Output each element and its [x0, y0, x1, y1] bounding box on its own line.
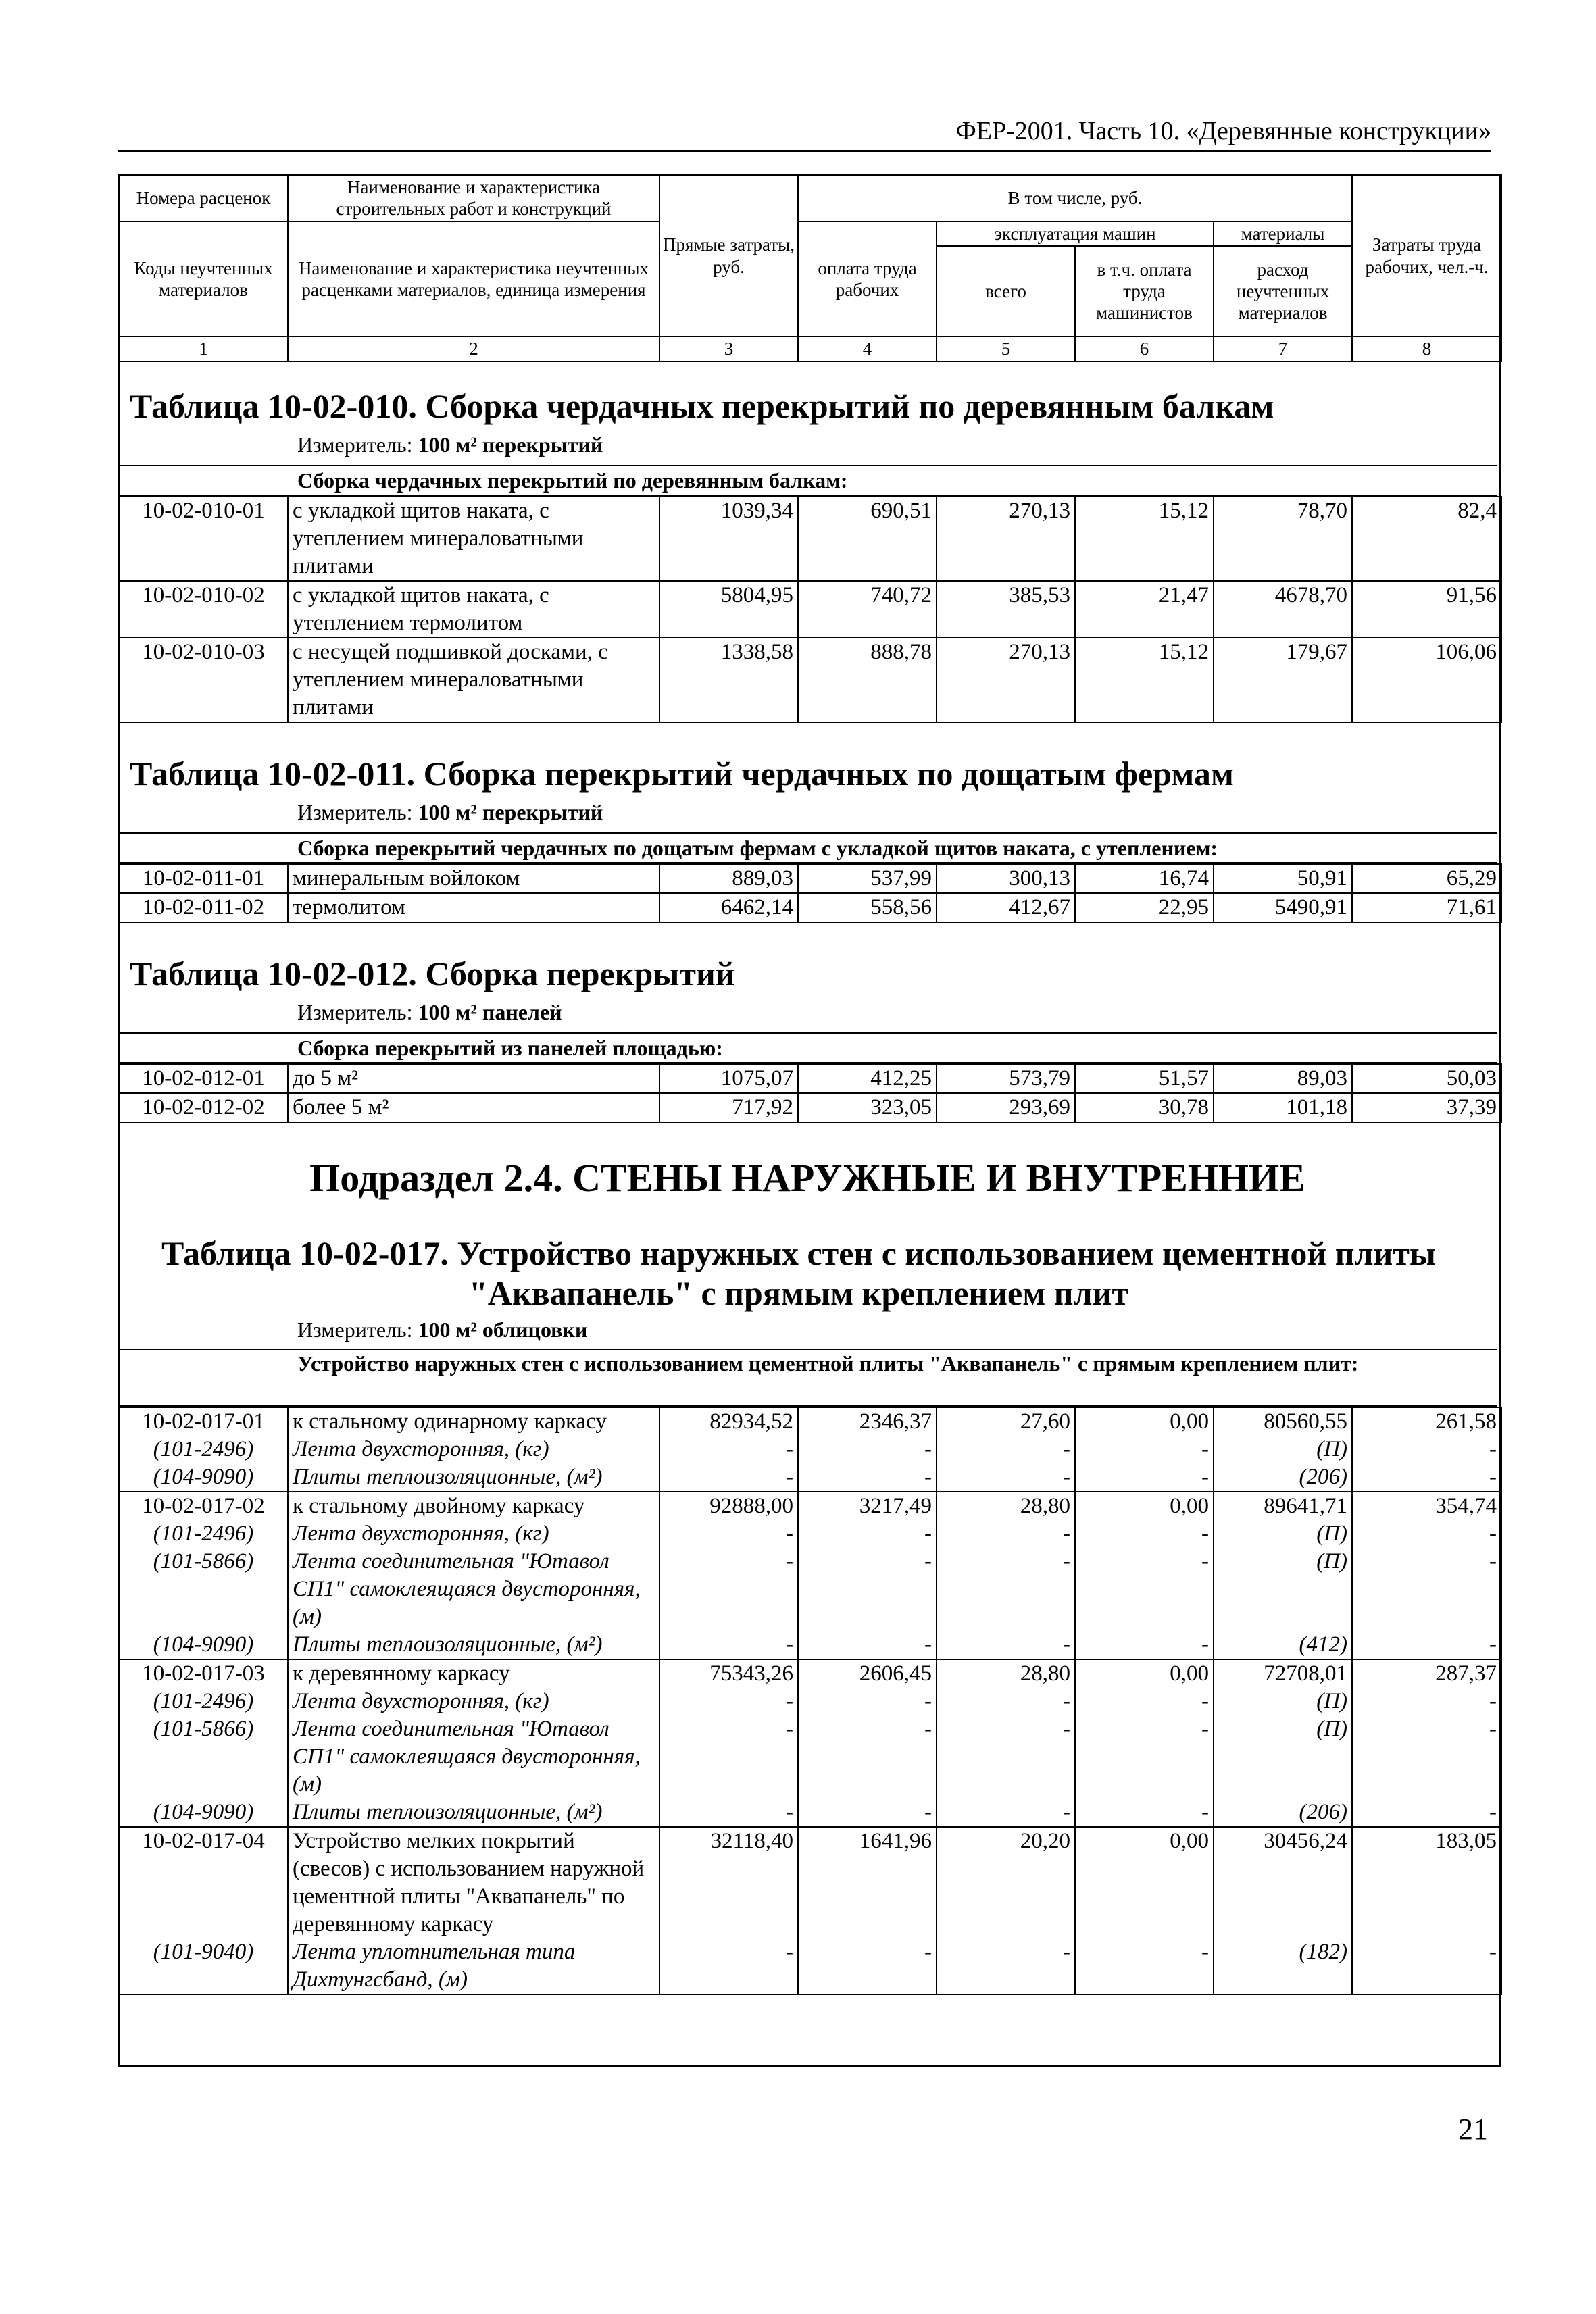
materials: (П) [1214, 1548, 1352, 1631]
col-num-5: 5 [937, 336, 1075, 361]
materials: 30456,24 [1214, 1827, 1352, 1938]
header-material-codes: Коды неучтенных материалов [119, 222, 288, 336]
labor-hours: - [1352, 1938, 1501, 1994]
col-num-1: 1 [119, 336, 288, 361]
header-materials: материалы [1214, 222, 1352, 246]
rate-name: к стальному одинарному каркасу [288, 1407, 659, 1436]
table-row [119, 581, 1501, 638]
machines-total: 270,13 [937, 497, 1075, 581]
column-header-table [118, 174, 1502, 362]
direct-costs: 5804,95 [659, 581, 798, 638]
material-name: Лента уплотнительная типа Дихтунгсбанд, (м) [288, 1938, 659, 1994]
rate-code: 10-02-010-01 [119, 497, 288, 581]
direct-costs: - [659, 1520, 798, 1548]
machinist-pay: 0,00 [1075, 1492, 1214, 1520]
direct-costs: - [659, 1631, 798, 1659]
rate-name: с укладкой щитов наката, с утеплением термолитом [288, 581, 659, 638]
materials: 179,67 [1214, 638, 1352, 722]
machines-total: 385,53 [937, 581, 1075, 638]
labor-pay: 537,99 [798, 864, 937, 893]
materials: 101,18 [1214, 1093, 1352, 1122]
labor-hours: 261,58 [1352, 1407, 1501, 1436]
material-code: (101-5866) [119, 1715, 288, 1799]
table-010 [118, 496, 1502, 723]
material-row [119, 1631, 1501, 1659]
machines-total: 270,13 [937, 638, 1075, 722]
material-row [119, 1938, 1501, 1994]
machines-total: - [937, 1631, 1075, 1659]
header-work-name: Наименование и характеристика строительных работ и конструкций [288, 175, 659, 222]
machines-total: 27,60 [937, 1407, 1075, 1436]
direct-costs: 889,03 [659, 864, 798, 893]
machines-total: 573,79 [937, 1064, 1075, 1093]
direct-costs: - [659, 1463, 798, 1492]
machinist-pay: 16,74 [1075, 864, 1214, 893]
rate-name: с несущей подшивкой досками, с утеплением минераловатными плитами [288, 638, 659, 722]
material-row [119, 1548, 1501, 1631]
labor-pay: 2606,45 [798, 1659, 937, 1688]
header-machines-total: всего [937, 246, 1075, 336]
machines-total: 293,69 [937, 1093, 1075, 1122]
labor-pay: - [798, 1799, 937, 1827]
header-material-name: Наименование и характеристика неучтенных расценками материалов, единица измерения [288, 222, 659, 336]
machinist-pay: 15,12 [1075, 638, 1214, 722]
header-machines: эксплуатация машин [937, 222, 1214, 246]
title-line-1: Таблица 10-02-017. Устройство наружных стен с использованием цементной плиты [161, 1234, 1436, 1272]
rate-name: до 5 м² [288, 1064, 659, 1093]
table-011 [118, 863, 1502, 923]
labor-hours: - [1352, 1688, 1501, 1715]
direct-costs: - [659, 1548, 798, 1631]
machinist-pay: - [1075, 1548, 1214, 1631]
material-name: Плиты теплоизоляционные, (м²) [288, 1799, 659, 1827]
col-num-2: 2 [288, 336, 659, 361]
col-num-8: 8 [1352, 336, 1501, 361]
rate-name: более 5 м² [288, 1093, 659, 1122]
labor-pay: 690,51 [798, 497, 937, 581]
col-num-3: 3 [659, 336, 798, 361]
table-row [119, 1659, 1501, 1688]
materials: 89,03 [1214, 1064, 1352, 1093]
machines-total: - [937, 1688, 1075, 1715]
machinist-pay: 22,95 [1075, 893, 1214, 922]
direct-costs: 32118,40 [659, 1827, 798, 1938]
labor-hours: - [1352, 1799, 1501, 1827]
table-010-measure [297, 432, 603, 457]
machinist-pay: - [1075, 1938, 1214, 1994]
labor-pay: - [798, 1548, 937, 1631]
material-code: (101-2496) [119, 1520, 288, 1548]
col-num-7: 7 [1214, 336, 1352, 361]
measure-label: Измеритель: [297, 800, 413, 824]
rate-code: 10-02-012-01 [119, 1064, 288, 1093]
labor-pay: 323,05 [798, 1093, 937, 1122]
table-row [119, 893, 1501, 922]
table-011-subheading: Сборка перекрытий чердачных по дощатым фермам с укладкой щитов наката, с утеплением: [118, 832, 1497, 863]
labor-hours: 91,56 [1352, 581, 1501, 638]
material-name: Лента соединительная "Ютавол СП1" самоклеящаяся двусторонняя, (м) [288, 1715, 659, 1799]
materials: (П) [1214, 1715, 1352, 1799]
table-010-title: Таблица 10-02-010. Сборка чердачных перекрытий по деревянным балкам [130, 387, 1274, 425]
machinist-pay: 0,00 [1075, 1659, 1214, 1688]
machinist-pay: 51,57 [1075, 1064, 1214, 1093]
machinist-pay: - [1075, 1799, 1214, 1827]
table-010-subheading: Сборка чердачных перекрытий по деревянным балкам: [118, 465, 1497, 496]
materials: (П) [1214, 1688, 1352, 1715]
machines-total: - [937, 1436, 1075, 1463]
machinist-pay: 0,00 [1075, 1827, 1214, 1938]
rate-name: Устройство мелких покрытий (свесов) с использованием наружной цементной плиты "Аквапанель" по деревянному каркасу [288, 1827, 659, 1938]
table-012-measure [297, 1000, 562, 1025]
materials: 50,91 [1214, 864, 1352, 893]
material-code: (101-5866) [119, 1548, 288, 1631]
material-row [119, 1463, 1501, 1492]
materials: 72708,01 [1214, 1659, 1352, 1688]
header-direct-costs: Прямые затраты, руб. [659, 175, 798, 336]
materials: (П) [1214, 1436, 1352, 1463]
labor-hours: 37,39 [1352, 1093, 1501, 1122]
material-name: Плиты теплоизоляционные, (м²) [288, 1463, 659, 1492]
machines-total: - [937, 1799, 1075, 1827]
table-017-measure [297, 1317, 587, 1342]
rate-name: термолитом [288, 893, 659, 922]
direct-costs: - [659, 1688, 798, 1715]
labor-hours: 65,29 [1352, 864, 1501, 893]
rate-code: 10-02-011-02 [119, 893, 288, 922]
rate-name: к стальному двойному каркасу [288, 1492, 659, 1520]
table-017 [118, 1407, 1502, 1995]
direct-costs: - [659, 1715, 798, 1799]
page-number: 21 [1458, 2113, 1488, 2146]
running-header: ФЕР-2001. Часть 10. «Деревянные конструкции» [118, 116, 1491, 152]
machines-total: 300,13 [937, 864, 1075, 893]
direct-costs: - [659, 1799, 798, 1827]
machines-total: - [937, 1548, 1075, 1631]
rate-code: 10-02-017-04 [119, 1827, 288, 1938]
labor-pay: 888,78 [798, 638, 937, 722]
rate-code: 10-02-012-02 [119, 1093, 288, 1122]
rate-code: 10-02-010-03 [119, 638, 288, 722]
header-including: В том числе, руб. [798, 175, 1352, 222]
material-name: Лента соединительная "Ютавол СП1" самоклеящаяся двусторонняя, (м) [288, 1548, 659, 1631]
header-labor-costs: Затраты труда рабочих, чел.-ч. [1352, 175, 1501, 336]
material-name: Лента двухсторонняя, (кг) [288, 1520, 659, 1548]
direct-costs: 1039,34 [659, 497, 798, 581]
material-name: Лента двухсторонняя, (кг) [288, 1688, 659, 1715]
material-code: (104-9090) [119, 1631, 288, 1659]
labor-hours: - [1352, 1436, 1501, 1463]
labor-hours: 50,03 [1352, 1064, 1501, 1093]
machinist-pay: - [1075, 1463, 1214, 1492]
material-row [119, 1715, 1501, 1799]
header-materials-consumption: расход неучтенных материалов [1214, 246, 1352, 336]
table-row [119, 1827, 1501, 1938]
labor-hours: 71,61 [1352, 893, 1501, 922]
labor-pay: - [798, 1938, 937, 1994]
table-row [119, 1407, 1501, 1436]
direct-costs: 717,92 [659, 1093, 798, 1122]
material-code: (101-2496) [119, 1436, 288, 1463]
measure-value: 100 м² перекрытий [418, 432, 603, 457]
measure-value: 100 м² перекрытий [418, 800, 603, 824]
labor-pay: 740,72 [798, 581, 937, 638]
table-row [119, 638, 1501, 722]
direct-costs: - [659, 1938, 798, 1994]
machines-total: - [937, 1463, 1075, 1492]
material-row [119, 1520, 1501, 1548]
materials: (412) [1214, 1631, 1352, 1659]
material-name: Лента двухсторонняя, (кг) [288, 1436, 659, 1463]
table-012-subheading: Сборка перекрытий из панелей площадью: [118, 1032, 1497, 1063]
table-row [119, 1492, 1501, 1520]
labor-pay: - [798, 1436, 937, 1463]
table-row [119, 864, 1501, 893]
machines-total: - [937, 1715, 1075, 1799]
rate-code: 10-02-017-03 [119, 1659, 288, 1688]
material-code: (104-9090) [119, 1463, 288, 1492]
measure-label: Измеритель: [297, 1000, 413, 1024]
rate-name: минеральным войлоком [288, 864, 659, 893]
material-row [119, 1436, 1501, 1463]
rate-code: 10-02-010-02 [119, 581, 288, 638]
labor-pay: - [798, 1463, 937, 1492]
labor-pay: 3217,49 [798, 1492, 937, 1520]
machines-total: 412,67 [937, 893, 1075, 922]
table-row [119, 497, 1501, 581]
rate-code: 10-02-017-01 [119, 1407, 288, 1436]
header-machinist-pay: в т.ч. оплата труда машинистов [1075, 246, 1214, 336]
machinist-pay: - [1075, 1688, 1214, 1715]
labor-hours: 82,4 [1352, 497, 1501, 581]
labor-hours: - [1352, 1548, 1501, 1631]
labor-hours: 183,05 [1352, 1827, 1501, 1938]
header-labor-pay: оплата труда рабочих [798, 222, 937, 336]
direct-costs: 6462,14 [659, 893, 798, 922]
machinist-pay: - [1075, 1631, 1214, 1659]
machinist-pay: 30,78 [1075, 1093, 1214, 1122]
table-012 [118, 1063, 1502, 1123]
measure-label: Измеритель: [297, 1317, 413, 1342]
measure-label: Измеритель: [297, 432, 413, 457]
material-code: (101-9040) [119, 1938, 288, 1994]
table-row [119, 1093, 1501, 1122]
machinist-pay: 15,12 [1075, 497, 1214, 581]
table-017-subheading: Устройство наружных стен с использованием цементной плиты "Аквапанель" с прямым креплением плит: [118, 1349, 1497, 1407]
machinist-pay: - [1075, 1520, 1214, 1548]
material-row [119, 1688, 1501, 1715]
material-code: (104-9090) [119, 1799, 288, 1827]
machinist-pay: - [1075, 1436, 1214, 1463]
labor-hours: - [1352, 1520, 1501, 1548]
machines-total: 28,80 [937, 1659, 1075, 1688]
rate-code: 10-02-017-02 [119, 1492, 288, 1520]
labor-pay: 1641,96 [798, 1827, 937, 1938]
table-011-measure [297, 800, 603, 825]
material-name: Плиты теплоизоляционные, (м²) [288, 1631, 659, 1659]
materials: 80560,55 [1214, 1407, 1352, 1436]
machinist-pay: 0,00 [1075, 1407, 1214, 1436]
machinist-pay: 21,47 [1075, 581, 1214, 638]
measure-value: 100 м² облицовки [418, 1317, 588, 1342]
direct-costs: - [659, 1436, 798, 1463]
direct-costs: 82934,52 [659, 1407, 798, 1436]
materials: 89641,71 [1214, 1492, 1352, 1520]
labor-hours: 287,37 [1352, 1659, 1501, 1688]
materials: (182) [1214, 1938, 1352, 1994]
machinist-pay: - [1075, 1715, 1214, 1799]
measure-value: 100 м² панелей [418, 1000, 562, 1024]
labor-pay: 2346,37 [798, 1407, 937, 1436]
table-row [119, 1064, 1501, 1093]
rate-name: к деревянному каркасу [288, 1659, 659, 1688]
header-rate-numbers: Номера расценок [119, 175, 288, 222]
labor-hours: - [1352, 1631, 1501, 1659]
materials: 4678,70 [1214, 581, 1352, 638]
col-num-6: 6 [1075, 336, 1214, 361]
rate-code: 10-02-011-01 [119, 864, 288, 893]
labor-pay: 412,25 [798, 1064, 937, 1093]
direct-costs: 1338,58 [659, 638, 798, 722]
direct-costs: 92888,00 [659, 1492, 798, 1520]
materials: 78,70 [1214, 497, 1352, 581]
col-num-4: 4 [798, 336, 937, 361]
table-012-title: Таблица 10-02-012. Сборка перекрытий [130, 955, 735, 992]
machines-total: 20,20 [937, 1827, 1075, 1938]
labor-pay: - [798, 1715, 937, 1799]
materials: (206) [1214, 1463, 1352, 1492]
title-line-2: "Аквапанель" с прямым креплением плит [468, 1274, 1129, 1312]
machines-total: 28,80 [937, 1492, 1075, 1520]
machines-total: - [937, 1520, 1075, 1548]
direct-costs: 1075,07 [659, 1064, 798, 1093]
materials: (206) [1214, 1799, 1352, 1827]
material-row [119, 1799, 1501, 1827]
material-code: (101-2496) [119, 1688, 288, 1715]
materials: 5490,91 [1214, 893, 1352, 922]
materials: (П) [1214, 1520, 1352, 1548]
machines-total: - [937, 1938, 1075, 1994]
table-011-title: Таблица 10-02-011. Сборка перекрытий чердачных по дощатым фермам [130, 755, 1234, 793]
labor-hours: 106,06 [1352, 638, 1501, 722]
labor-pay: - [798, 1688, 937, 1715]
labor-hours: - [1352, 1463, 1501, 1492]
subsection-heading: Подраздел 2.4. СТЕНЫ НАРУЖНЫЕ И ВНУТРЕННИЕ [309, 1156, 1305, 1200]
rate-name: с укладкой щитов наката, с утеплением минераловатными плитами [288, 497, 659, 581]
labor-pay: - [798, 1631, 937, 1659]
direct-costs: 75343,26 [659, 1659, 798, 1688]
labor-pay: - [798, 1520, 937, 1548]
labor-pay: 558,56 [798, 893, 937, 922]
labor-hours: 354,74 [1352, 1492, 1501, 1520]
labor-hours: - [1352, 1715, 1501, 1799]
table-017-title [130, 1234, 1468, 1313]
